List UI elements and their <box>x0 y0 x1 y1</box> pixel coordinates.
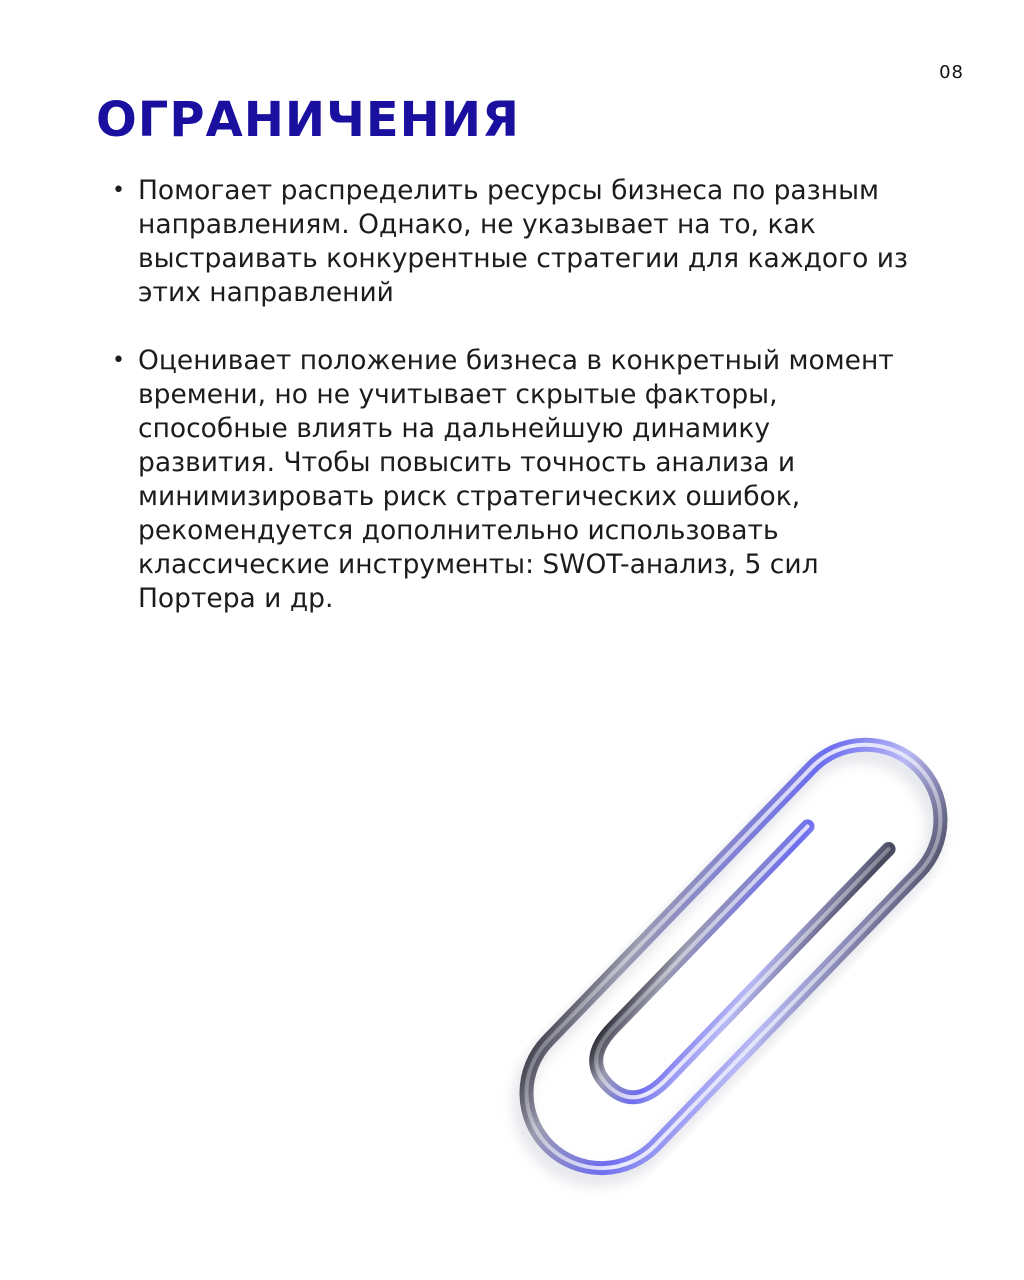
list-item-text: Помогает распределить ресурсы бизнеса по разным направлениям. Однако, не указывает на то, как выстраивать конкурентные стратегии для каждого из этих направлений <box>138 175 909 308</box>
page-number: 08 <box>939 62 964 83</box>
page-title: ОГРАНИЧЕНИЯ <box>96 92 520 148</box>
paperclip-illustration <box>480 690 980 1230</box>
paperclip-icon <box>480 690 980 1230</box>
bullet-icon: • <box>112 348 125 373</box>
list-item-text: Оценивает положение бизнеса в конкретный момент времени, но не учитывает скрытые факторы, способные влиять на дальнейшую динамику развития. Чтобы повысить точность анализа и минимизировать риск стратегических ошибок, рекомендуется дополнительно использовать классические инструменты: SWOT-анализ, 5 сил Портера и др. <box>138 345 894 614</box>
list-item <box>108 174 908 310</box>
limitations-list <box>108 174 908 650</box>
bullet-icon: • <box>112 178 125 203</box>
list-item <box>108 344 908 616</box>
